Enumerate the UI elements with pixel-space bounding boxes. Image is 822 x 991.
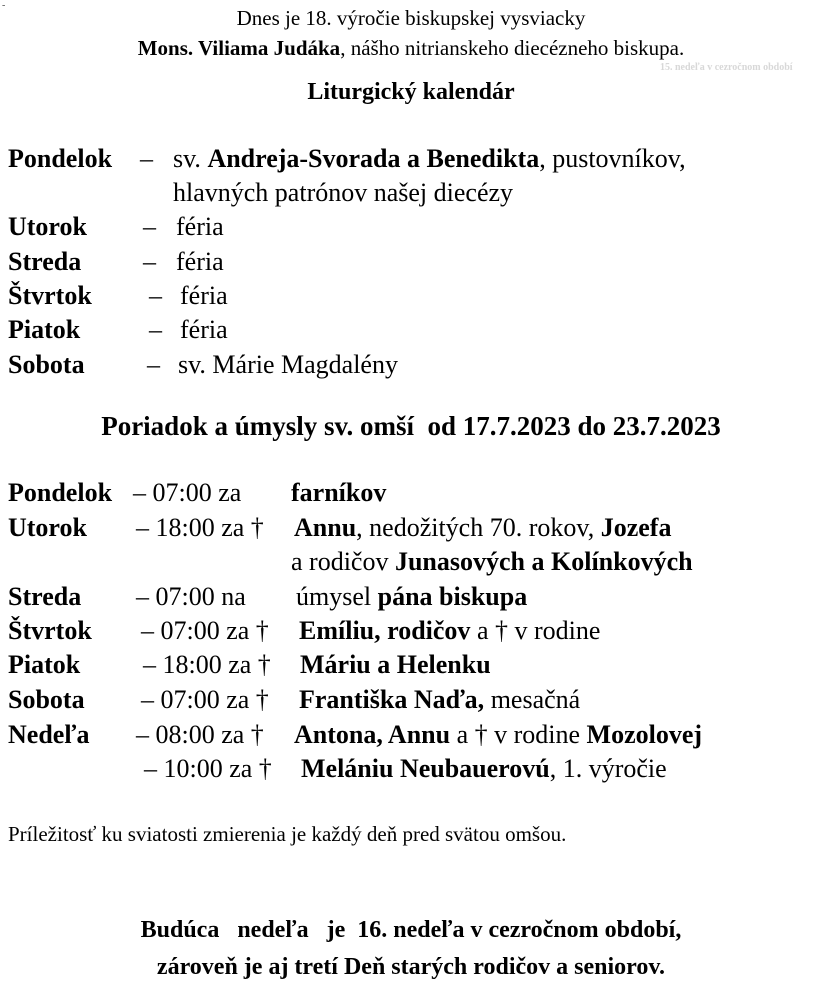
mass-intention (294, 718, 702, 752)
intention-name: Junasových a Kolínkových (394, 547, 693, 576)
day-label: Streda (8, 582, 82, 611)
calendar-row-saturday (0, 348, 822, 382)
mass-intention (294, 511, 671, 545)
intention-text: úmysel (296, 582, 372, 611)
mass-time: – 07:00 za † (141, 616, 269, 645)
dash: – (149, 315, 162, 344)
day-label: Štvrtok (8, 616, 92, 645)
intention-text: a rodičov (291, 547, 389, 576)
mass-row-saturday (0, 683, 822, 717)
entry-prefix: sv. (173, 144, 201, 173)
intention-name: Emíliu, rodičov (299, 616, 471, 645)
intention-name: Annu (294, 513, 357, 542)
anniversary-line-2-rest: , nášho nitrianskeho diecézneho biskupa. (340, 36, 685, 60)
calendar-entry: sv. Márie Magdalény (178, 350, 398, 379)
entry-saints: Andreja-Svorada a Benedikta (207, 144, 540, 173)
day-label: Nedeľa (8, 720, 90, 749)
mass-time: – 18:00 za † (143, 650, 271, 679)
confession-note: Príležitosť ku sviatosti zmierenia je každý deň pred svätou omšou. (8, 822, 567, 846)
mass-time: – 10:00 za † (144, 754, 272, 783)
mass-intention (296, 580, 527, 614)
next-sunday-line-1: Budúca nedeľa je 16. nedeľa v cezročnom období, (140, 917, 682, 943)
anniversary-line-1: Dnes je 18. výročie biskupskej vysviacky (236, 6, 586, 30)
day-label: Utorok (8, 212, 87, 241)
intention-text: a † v rodine (456, 720, 581, 749)
intention-text: , nedožitých 70. rokov, (356, 513, 595, 542)
intention-name: Mozolovej (586, 720, 703, 749)
calendar-row-thursday (0, 279, 822, 313)
bishop-name: Mons. Viliama Judáka (137, 36, 341, 60)
anniversary-line-2 (0, 33, 822, 63)
day-label: Streda (8, 247, 82, 276)
calendar-row-tuesday (0, 210, 822, 244)
mass-time: – 18:00 za † (136, 513, 264, 542)
mass-tuesday-line-2 (291, 545, 693, 579)
dash: – (140, 144, 153, 173)
calendar-row-wednesday (0, 245, 822, 279)
intention-text: mesačná (490, 685, 581, 714)
day-label: Štvrtok (8, 281, 92, 310)
dash: – (149, 281, 162, 310)
intention-text: , 1. výročie (549, 754, 667, 783)
day-label: Pondelok (8, 478, 113, 507)
intention-name: Františka Naďa, (299, 685, 485, 714)
intention-name: Jozefa (600, 513, 672, 542)
mass-row-sunday (0, 718, 822, 752)
intention-text: a † v rodine (476, 616, 601, 645)
calendar-entry: féria (180, 315, 228, 344)
dash: – (143, 247, 156, 276)
calendar-row-friday (0, 313, 822, 347)
day-label: Sobota (8, 685, 85, 714)
entry-suffix: , pustovníkov, (539, 144, 686, 173)
ghost-text: 15. nedeľa v cezročnom období (660, 62, 793, 73)
mass-row-friday (0, 648, 822, 682)
day-label: Piatok (8, 315, 81, 344)
mass-intention: Máriu a Helenku (300, 650, 491, 679)
mass-row-thursday (0, 614, 822, 648)
dash: – (147, 350, 160, 379)
mass-row-sunday-2 (0, 752, 822, 786)
mass-intention: farníkov (291, 478, 387, 507)
mass-row-monday (0, 476, 822, 510)
mass-intention (301, 752, 667, 786)
calendar-entry: féria (176, 212, 224, 241)
day-label: Utorok (8, 513, 87, 542)
intention-name: pána biskupa (377, 582, 528, 611)
corner-mark: - (2, 0, 6, 11)
calendar-entry: féria (180, 281, 228, 310)
next-sunday-line-2: zároveň je aj tretí Deň starých rodičov a seniorov. (156, 954, 666, 980)
intention-name: Melániu Neubauerovú (301, 754, 550, 783)
day-label: Piatok (8, 650, 81, 679)
liturgical-calendar-title: Liturgický kalendár (307, 79, 515, 105)
mass-row-wednesday (0, 580, 822, 614)
mass-time: – 07:00 za † (141, 685, 269, 714)
day-label: Sobota (8, 350, 85, 379)
calendar-row-monday (0, 142, 822, 176)
mass-schedule-title: Poriadok a úmysly sv. omší od 17.7.2023 do 23.7.2023 (101, 411, 721, 441)
mass-time: – 08:00 za † (136, 720, 264, 749)
calendar-entry: féria (176, 247, 224, 276)
day-label: Pondelok (8, 144, 113, 173)
mass-time: – 07:00 na (136, 582, 246, 611)
mass-row-tuesday (0, 511, 822, 545)
dash: – (143, 212, 156, 241)
mass-time: – 07:00 za (133, 478, 242, 507)
mass-intention (299, 683, 580, 717)
calendar-monday-line-2: hlavných patrónov našej diecézy (173, 178, 514, 207)
mass-intention (299, 614, 600, 648)
calendar-entry (173, 142, 686, 176)
intention-name: Antona, Annu (294, 720, 451, 749)
